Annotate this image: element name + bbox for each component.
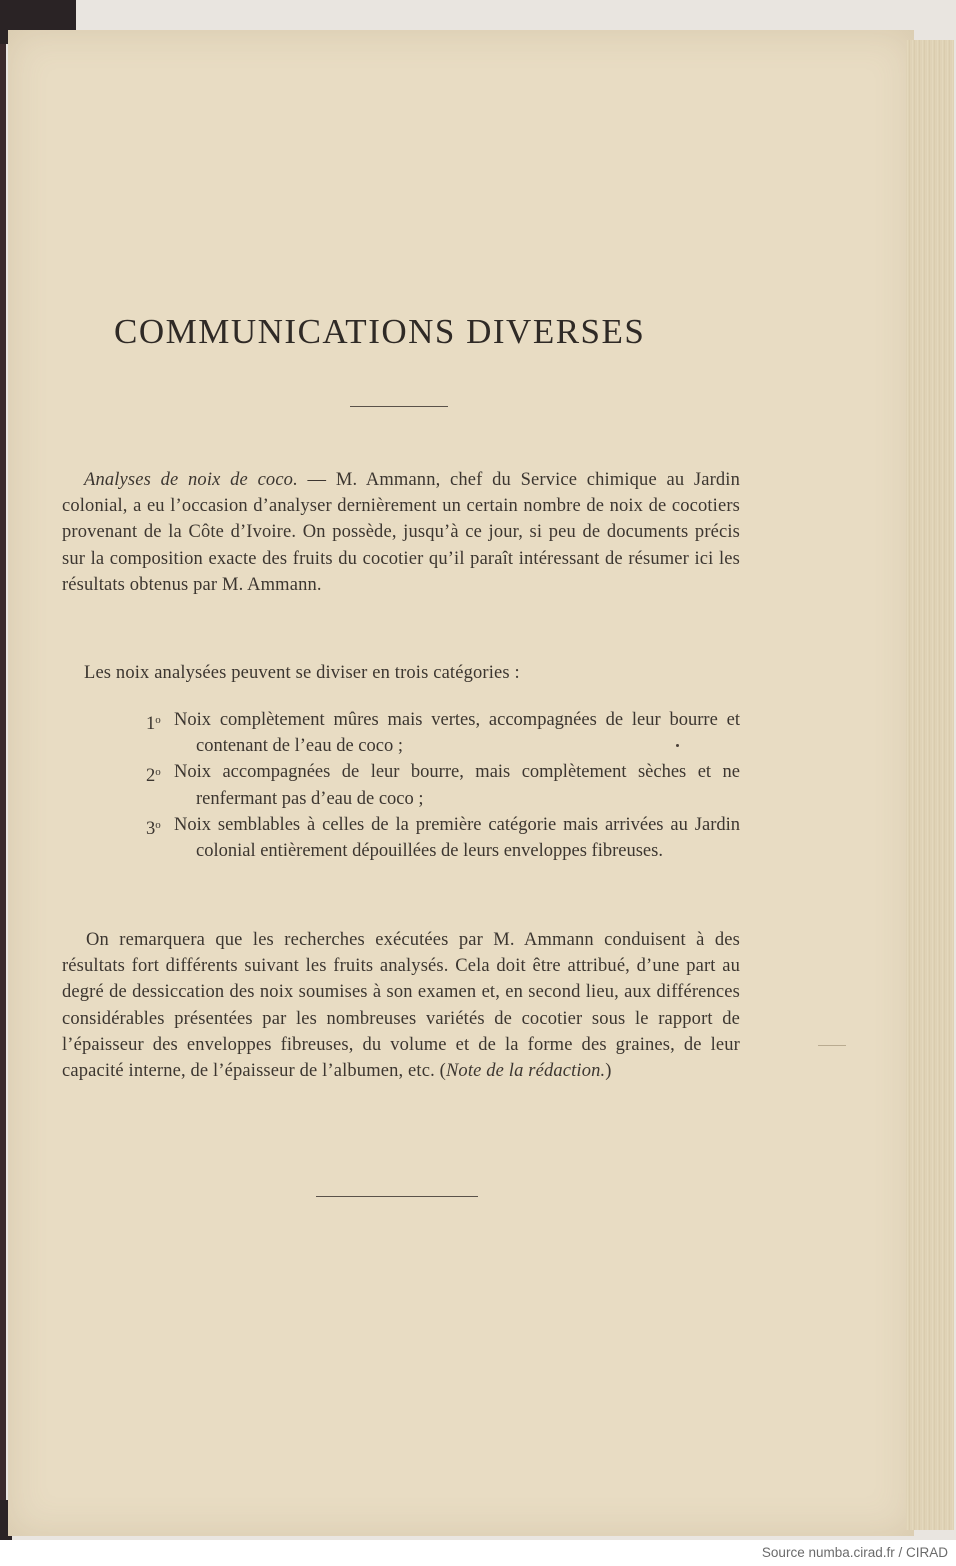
paragraph-categories: Les noix analysées peuvent se diviser en trois catégories : (84, 663, 520, 683)
category-list (146, 707, 740, 864)
list-item-number: 2$^o$ (146, 766, 161, 787)
list-item (146, 707, 740, 759)
list-item-text: Noix accompagnées de leur bourre, mais complètement sèches et ne renfermant pas d’eau de coco ; (174, 762, 740, 809)
list-item-number: 1$^o$ (146, 714, 161, 734)
end-rule (316, 1196, 478, 1197)
paragraph-intro-text: — M. Ammann, chef du Service chimique au Jardin colonial, a eu l’occasion d’analyser dernièrement un certain nombre de noix de cocotiers provenant de la Côte d’Ivoire. On possède, jusqu’à ce jour, si peu de documents précis sur la composition exacte des fruits du cocotier qu’il paraît intéressant de résumer ici les résultats obtenus par M. Ammann. (62, 470, 740, 595)
title-rule (350, 406, 448, 407)
list-item-text: Noix complètement mûres mais vertes, accompagnées de leur bourre et contenant de l’eau de coco ; (174, 710, 740, 757)
book-binding (0, 0, 6, 1540)
ink-speck (676, 744, 679, 747)
list-item-text: Noix semblables à celles de la première catégorie mais arrivées au Jardin colonial entièrement dépouillées de leurs enveloppes fibreuses. (174, 814, 740, 862)
list-item-number: 3$^o$ (146, 818, 161, 839)
section-heading-italic: Analyses de noix de coco. (84, 470, 298, 490)
editor-note: Note de la rédaction. (445, 1061, 606, 1082)
paragraph-remarks-text: On remarquera que les recherches exécutées par M. Ammann conduisent à des résultats fort différents suivant les fruits analysés. Cela doit être attribué, d’une part au degré de dessiccation des noix soumises à son examen et, en second lieu, aux différences considérables présentées par les nombreuses variétés de cocotier sous le rapport de l’épaisseur des enveloppes fibreuses, du volume et de la forme des graines, de leur capacité interne, de l’épaisseur de l’albumen, etc. ( (62, 930, 740, 1082)
page-edges (906, 40, 954, 1530)
paragraph-remarks (62, 927, 740, 1084)
page-title: COMMUNICATIONS DIVERSES (114, 312, 646, 351)
list-item (146, 759, 740, 811)
paragraph-intro (62, 467, 740, 598)
margin-mark (818, 1045, 846, 1046)
paragraph-remarks-close: ) (605, 1061, 612, 1082)
source-credit: Source numba.cirad.fr / CIRAD (761, 1545, 948, 1560)
list-item (146, 812, 740, 864)
